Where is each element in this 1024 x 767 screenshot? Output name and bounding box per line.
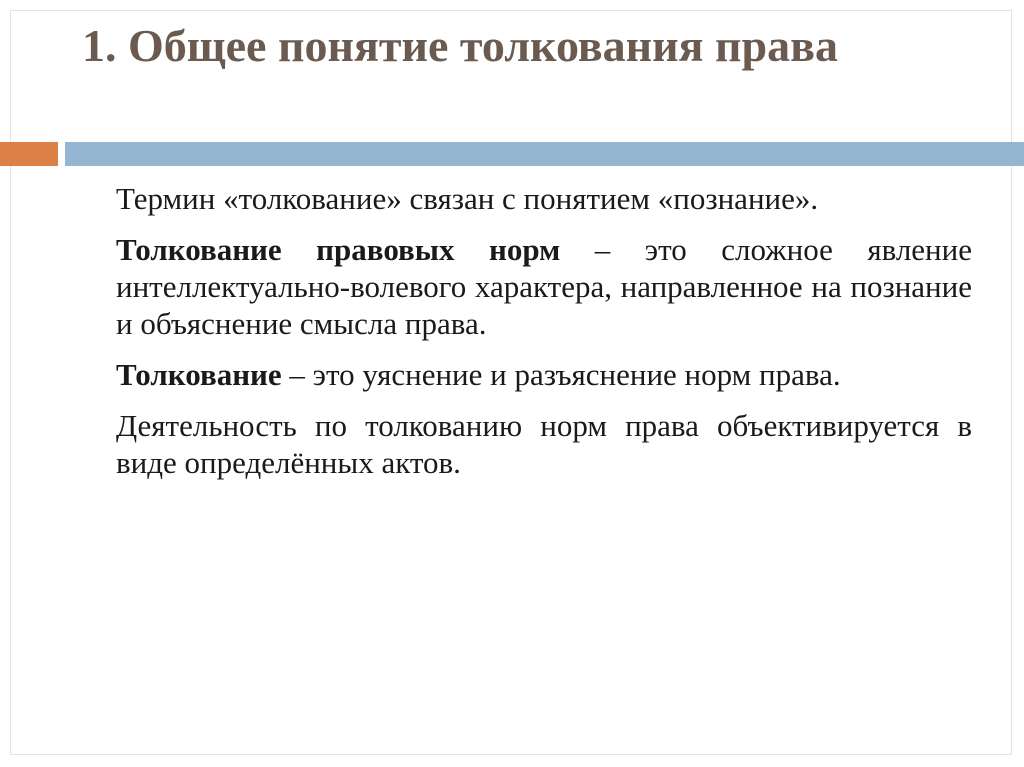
paragraph-bold-lead: Толкование: [116, 357, 282, 392]
paragraph-text: – это уяснение и разъяснение норм права.: [281, 357, 841, 392]
title-accent-bar-orange: [0, 142, 58, 166]
title-accent-bar-blue: [65, 142, 1024, 166]
paragraph-bold-lead: Толкование правовых норм: [116, 232, 561, 267]
slide-title: 1. Общее понятие толкования права: [82, 20, 838, 71]
paragraph-interpretation-of-norms: [116, 231, 972, 342]
slide-body: [116, 180, 972, 495]
paragraph-interpretation-definition: [116, 356, 972, 393]
paragraph-interpretation-activity: [116, 407, 972, 481]
paragraph-text: Термин «толкование» связан с понятием «познание».: [116, 181, 819, 216]
paragraph-text: – это сложное явление интеллектуально-волевого характера, направленное на познание и объяснение смысла права.: [116, 232, 972, 341]
paragraph-term-definition: [116, 180, 972, 217]
paragraph-text: Деятельность по толкованию норм права объективируется в виде определённых актов.: [116, 408, 972, 480]
